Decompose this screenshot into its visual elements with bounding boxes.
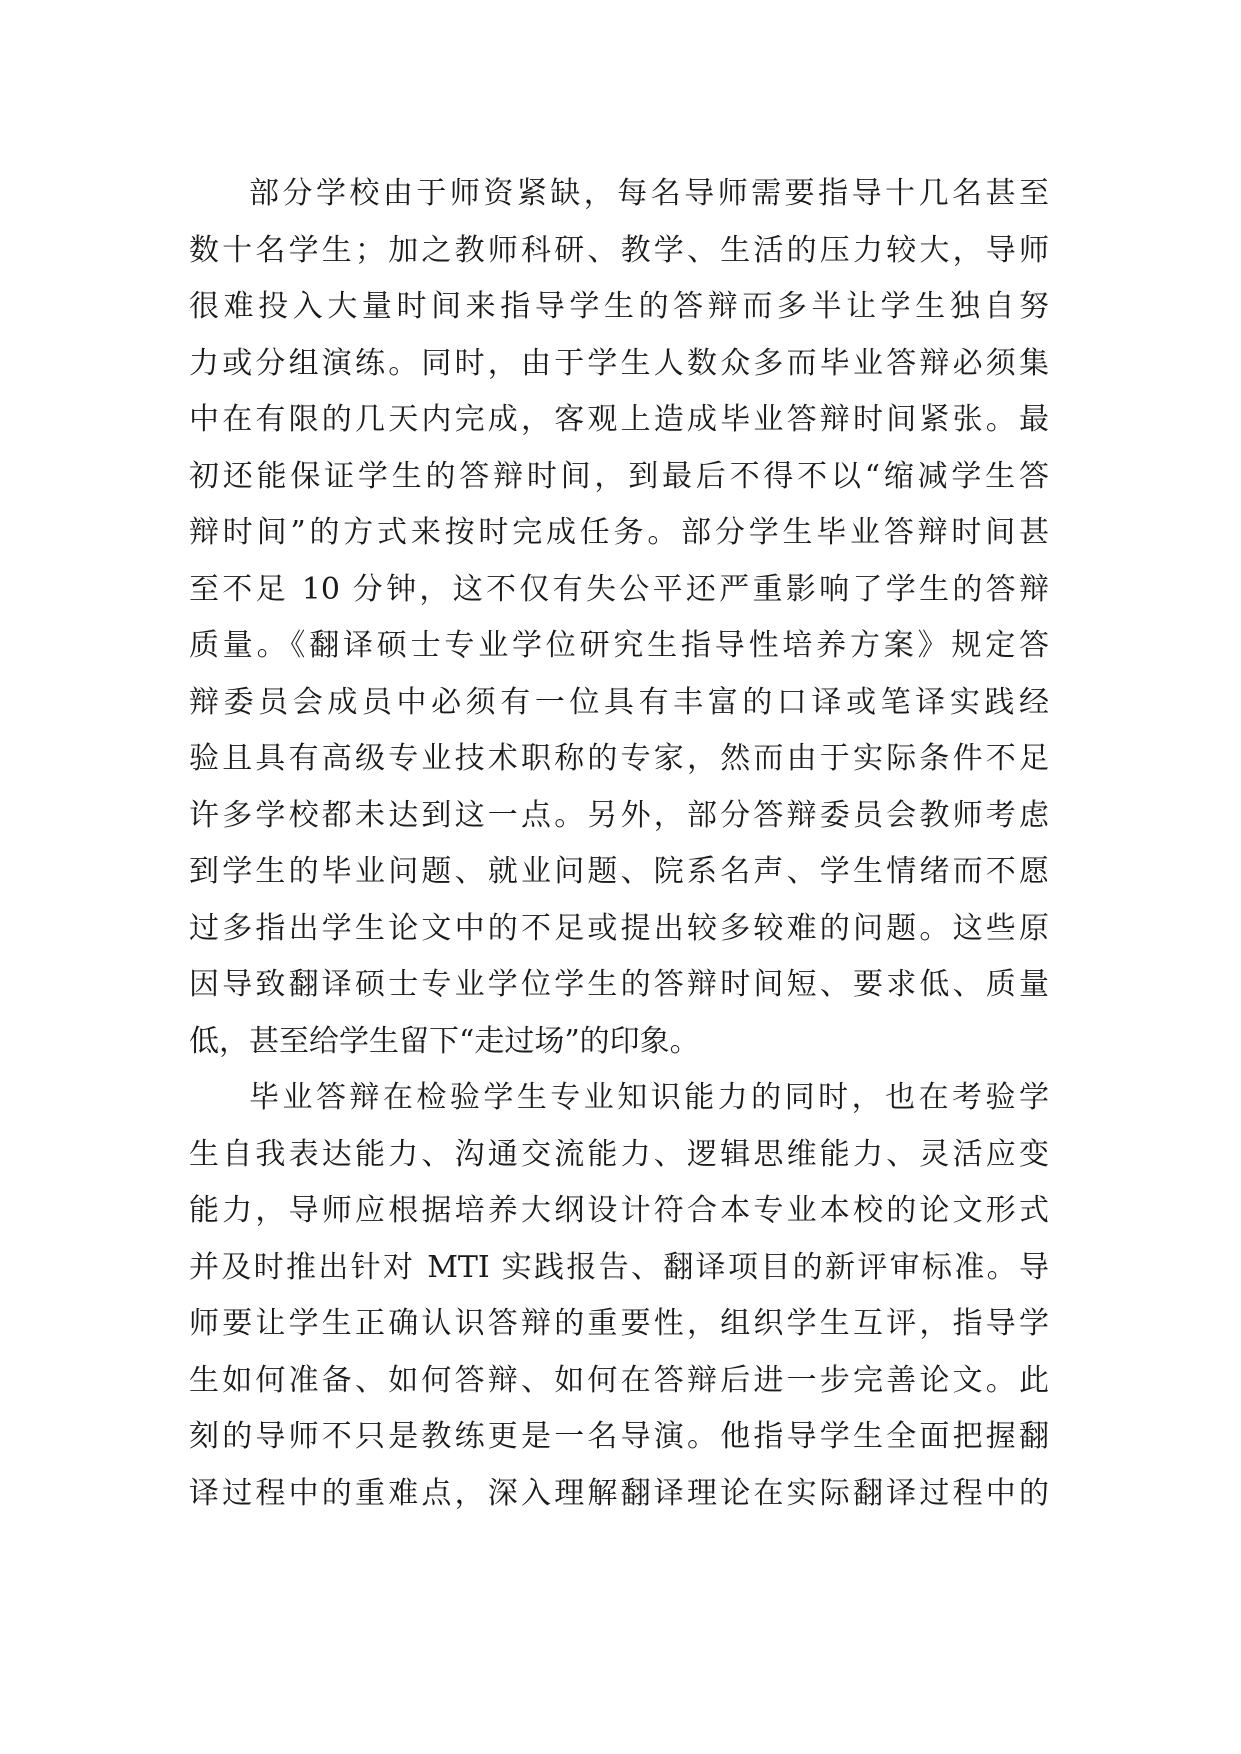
text-line: 初还能保证学生的答辩时间，到最后不得不以“缩减学生答 xyxy=(189,458,1049,494)
text-line: 译过程中的重难点，深入理解翻译理论在实际翻译过程中的 xyxy=(189,1475,1049,1511)
text-line: 力或分组演练。同时，由于学生人数众多而毕业答辩必须集 xyxy=(189,345,1049,381)
text-line: 很难投入大量时间来指导学生的答辩而多半让学生独自努 xyxy=(189,289,1049,324)
text-line: 能力，导师应根据培养大纲设计符合本专业本校的论文形式 xyxy=(189,1193,1049,1228)
text-line: 过多指出学生论文中的不足或提出较多较难的问题。这些原 xyxy=(189,910,1049,946)
text-line: 辩委员会成员中必须有一位具有丰富的口译或笔译实践经 xyxy=(189,684,1049,720)
text-line: 验且具有高级专业技术职称的专家，然而由于实际条件不足 xyxy=(189,741,1049,776)
text-line: 许多学校都未达到这一点。另外，部分答辩委员会教师考虑 xyxy=(189,797,1049,833)
text-line: 师要让学生正确认识答辩的重要性，组织学生互评，指导学 xyxy=(189,1306,1049,1341)
text-line: 低，甚至给学生留下“走过场”的印象。 xyxy=(189,1023,700,1059)
text-line: 质量。《翻译硕士专业学位研究生指导性培养方案》规定答 xyxy=(189,628,1049,663)
text-line: 中在有限的几天内完成，客观上造成毕业答辩时间紧张。最 xyxy=(189,402,1049,437)
text-line: 因导致翻译硕士专业学位学生的答辩时间短、要求低、质量 xyxy=(189,967,1049,1002)
text-line: 刻的导师不只是教练更是一名导演。他指导学生全面把握翻 xyxy=(189,1419,1049,1454)
text-line: 生自我表达能力、沟通交流能力、逻辑思维能力、灵活应变 xyxy=(189,1136,1049,1172)
text-line: 生如何准备、如何答辩、如何在答辩后进一步完善论文。此 xyxy=(189,1362,1049,1398)
text-line: 数十名学生；加之教师科研、教学、生活的压力较大，导师 xyxy=(189,232,1049,268)
body-text xyxy=(189,166,1049,1522)
text-line: 到学生的毕业问题、就业问题、院系名声、学生情绪而不愿 xyxy=(189,854,1049,889)
text-line: 至不足 10 分钟，这不仅有失公平还严重影响了学生的答辩 xyxy=(189,571,1049,607)
text-line: 并及时推出针对 MTI 实践报告、翻译项目的新评审标准。导 xyxy=(189,1249,1049,1285)
text-line: 部分学校由于师资紧缺，每名导师需要指导十几名甚至 xyxy=(249,176,1049,211)
text-line: 辩时间”的方式来按时完成任务。部分学生毕业答辩时间甚 xyxy=(189,515,1049,550)
text-line: 毕业答辩在检验学生专业知识能力的同时，也在考验学 xyxy=(249,1080,1049,1115)
